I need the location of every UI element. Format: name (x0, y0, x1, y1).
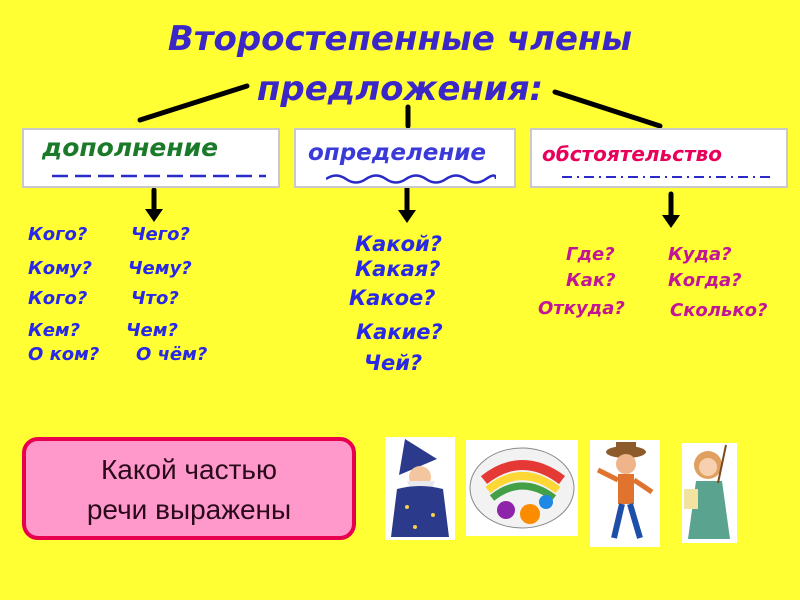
category-box-object (22, 128, 280, 188)
question-20: Откуда? (538, 298, 625, 319)
title-line-1: Второстепенные члены (167, 19, 633, 59)
arrow-3-head (662, 215, 680, 228)
title-line-2: предложения: (256, 69, 544, 109)
dashed-underline (52, 170, 266, 182)
callout-line-2: речи выражены (86, 494, 292, 525)
category-label-attribute: определение (308, 140, 486, 166)
dash-dot-underline (562, 172, 772, 182)
callout-line-1: Какой частью (100, 454, 277, 485)
callout-box (22, 437, 356, 540)
question-16: Где? (566, 244, 615, 265)
question-7: Кем? (28, 320, 81, 341)
question-4: Чему? (128, 258, 192, 279)
category-label-adverbial: обстоятельство (542, 142, 723, 166)
question-15: Чей? (364, 351, 423, 375)
question-18: Как? (566, 270, 616, 291)
painter-girl-image (682, 443, 737, 543)
question-10: О чём? (136, 344, 208, 365)
question-2: Чего? (131, 224, 190, 245)
arrow-2-head (398, 210, 416, 223)
wavy-underline (326, 172, 496, 186)
question-11: Какой? (355, 232, 442, 256)
cowboy-cartoon-image (590, 440, 660, 547)
right-connector-line (555, 92, 660, 126)
arrow-1-head (145, 209, 163, 222)
question-6: Что? (131, 288, 179, 309)
question-17: Куда? (668, 244, 732, 265)
category-box-attribute (294, 128, 516, 188)
question-12: Какая? (355, 257, 441, 281)
left-connector-line (140, 86, 247, 120)
wizard-image (385, 437, 455, 540)
question-21: Сколько? (670, 300, 768, 321)
colorful-letters-image (466, 440, 578, 536)
question-9: О ком? (28, 344, 100, 365)
question-14: Какие? (356, 320, 443, 344)
question-5: Кого? (28, 288, 88, 309)
question-19: Когда? (668, 270, 742, 291)
question-8: Чем? (126, 320, 178, 341)
category-label-object: дополнение (42, 133, 219, 162)
category-box-adverbial (530, 128, 788, 188)
question-1: Кого? (28, 224, 88, 245)
question-3: Кому? (28, 258, 92, 279)
question-13: Какое? (349, 286, 436, 310)
